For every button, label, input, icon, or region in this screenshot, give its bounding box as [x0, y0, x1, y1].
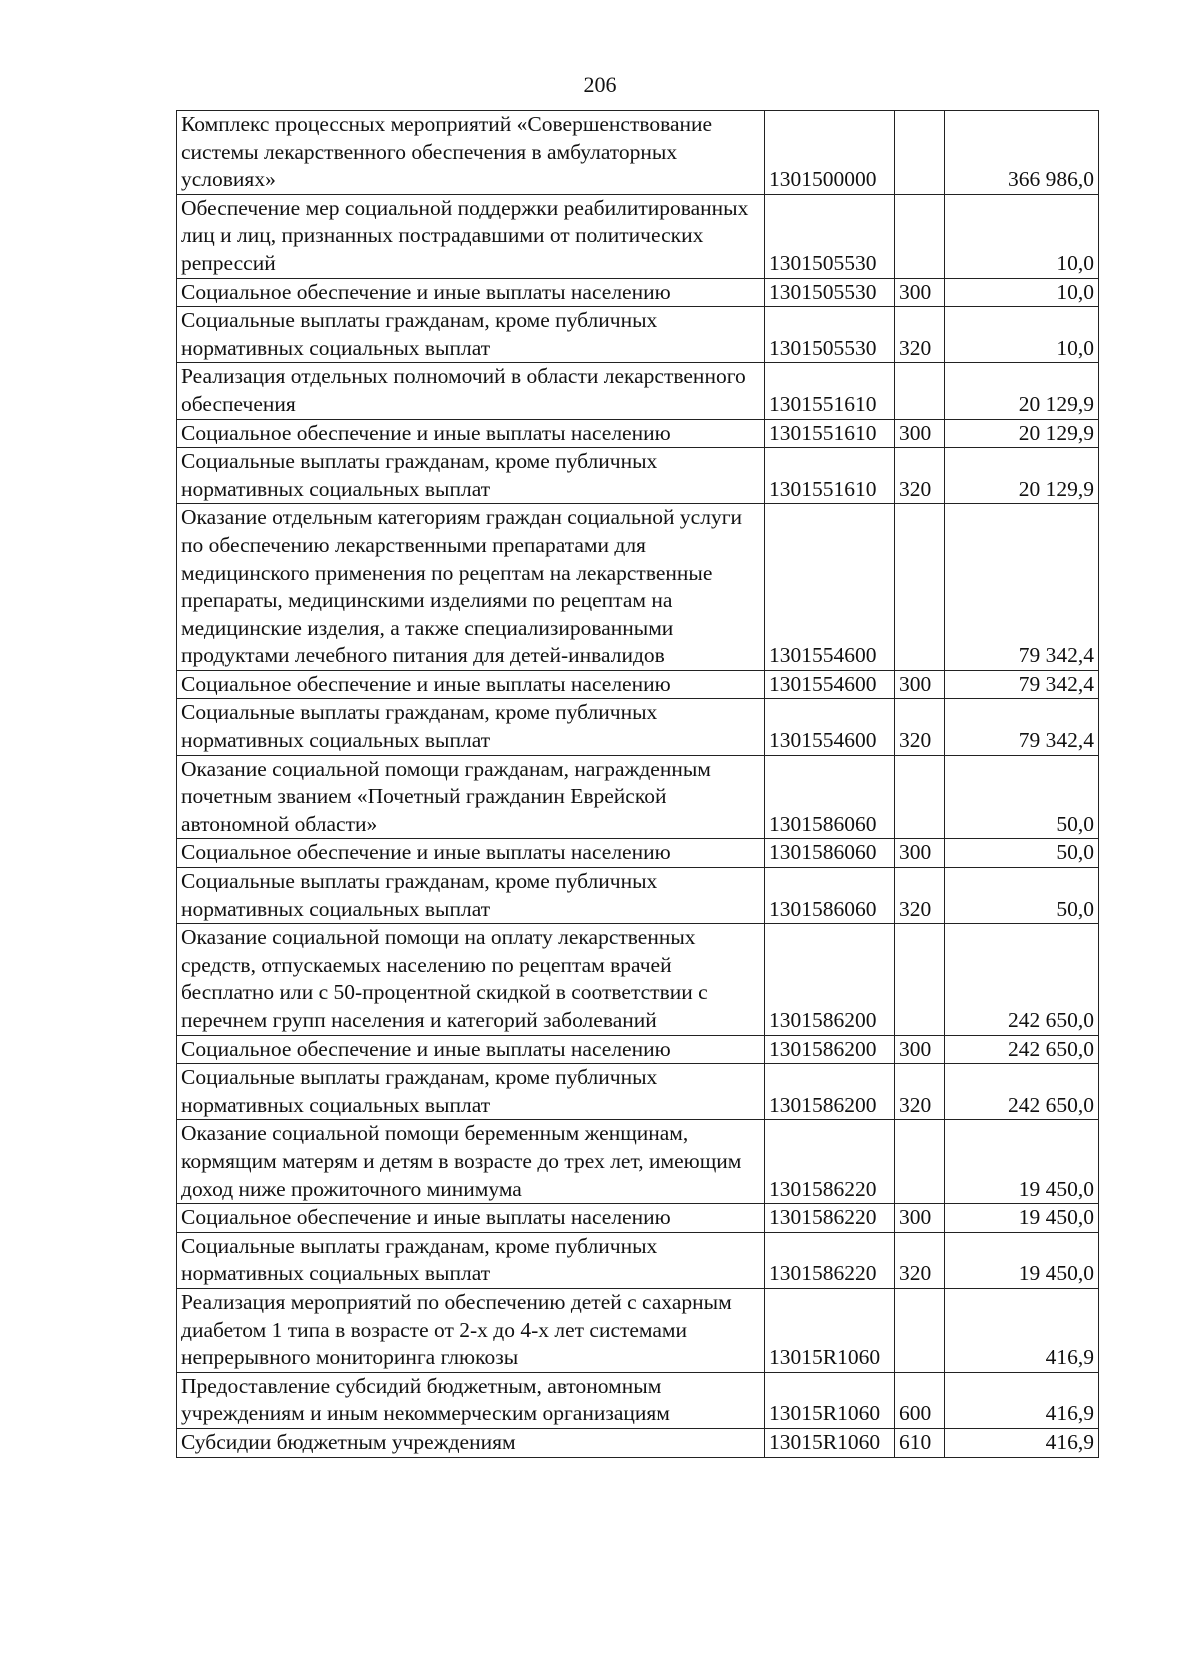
name-cell: Предоставление субсидий бюджетным, автономным учреждениям и иным некоммерческим организациям	[177, 1372, 765, 1428]
csr-cell: 1301586060	[765, 839, 895, 868]
vr-cell: 320	[895, 448, 945, 504]
table-row	[177, 924, 1099, 1035]
vr-cell	[895, 924, 945, 1035]
name-cell: Социальные выплаты гражданам, кроме публичных нормативных социальных выплат	[177, 699, 765, 755]
csr-cell: 13015R1060	[765, 1372, 895, 1428]
table-row	[177, 1120, 1099, 1204]
amount-cell: 20 129,9	[945, 448, 1099, 504]
table-row	[177, 1204, 1099, 1233]
table-row	[177, 1232, 1099, 1288]
table-row	[177, 278, 1099, 307]
name-cell: Социальные выплаты гражданам, кроме публичных нормативных социальных выплат	[177, 868, 765, 924]
vr-cell: 300	[895, 1035, 945, 1064]
vr-cell: 300	[895, 839, 945, 868]
table-row	[177, 1035, 1099, 1064]
csr-cell: 1301554600	[765, 504, 895, 671]
name-cell: Комплекс процессных мероприятий «Совершенствование системы лекарственного обеспечения в амбулаторных условиях»	[177, 111, 765, 195]
vr-cell: 320	[895, 1064, 945, 1120]
vr-cell	[895, 504, 945, 671]
table-row	[177, 755, 1099, 839]
amount-cell: 20 129,9	[945, 419, 1099, 448]
name-cell: Социальное обеспечение и иные выплаты населению	[177, 839, 765, 868]
vr-cell	[895, 194, 945, 278]
vr-cell: 300	[895, 1204, 945, 1233]
vr-cell: 610	[895, 1428, 945, 1457]
name-cell: Социальное обеспечение и иные выплаты населению	[177, 278, 765, 307]
table-row	[177, 1064, 1099, 1120]
amount-cell: 19 450,0	[945, 1204, 1099, 1233]
name-cell: Социальное обеспечение и иные выплаты населению	[177, 1035, 765, 1064]
csr-cell: 1301500000	[765, 111, 895, 195]
csr-cell: 1301586060	[765, 868, 895, 924]
amount-cell: 19 450,0	[945, 1232, 1099, 1288]
csr-cell: 1301551610	[765, 448, 895, 504]
table-row	[177, 1428, 1099, 1457]
amount-cell: 366 986,0	[945, 111, 1099, 195]
amount-cell: 79 342,4	[945, 699, 1099, 755]
name-cell: Социальное обеспечение и иные выплаты населению	[177, 419, 765, 448]
csr-cell: 1301586200	[765, 1035, 895, 1064]
name-cell: Реализация мероприятий по обеспечению детей с сахарным диабетом 1 типа в возрасте от 2-х до 4-х лет системами непрерывного мониторинга глюкозы	[177, 1288, 765, 1372]
csr-cell: 1301586220	[765, 1204, 895, 1233]
amount-cell: 416,9	[945, 1288, 1099, 1372]
amount-cell: 242 650,0	[945, 1064, 1099, 1120]
table-row	[177, 699, 1099, 755]
table-row	[177, 1288, 1099, 1372]
csr-cell: 1301505530	[765, 307, 895, 363]
csr-cell: 1301586220	[765, 1120, 895, 1204]
table-row	[177, 419, 1099, 448]
csr-cell: 1301586220	[765, 1232, 895, 1288]
name-cell: Социальное обеспечение и иные выплаты населению	[177, 670, 765, 699]
csr-cell: 1301586200	[765, 924, 895, 1035]
table-row	[177, 868, 1099, 924]
csr-cell: 1301551610	[765, 419, 895, 448]
table-row	[177, 111, 1099, 195]
amount-cell: 20 129,9	[945, 363, 1099, 419]
csr-cell: 1301586200	[765, 1064, 895, 1120]
csr-cell: 13015R1060	[765, 1428, 895, 1457]
amount-cell: 242 650,0	[945, 924, 1099, 1035]
amount-cell: 10,0	[945, 194, 1099, 278]
amount-cell: 416,9	[945, 1372, 1099, 1428]
name-cell: Социальное обеспечение и иные выплаты населению	[177, 1204, 765, 1233]
name-cell: Субсидии бюджетным учреждениям	[177, 1428, 765, 1457]
amount-cell: 242 650,0	[945, 1035, 1099, 1064]
table-row	[177, 670, 1099, 699]
vr-cell: 320	[895, 868, 945, 924]
vr-cell: 300	[895, 278, 945, 307]
csr-cell: 13015R1060	[765, 1288, 895, 1372]
vr-cell	[895, 111, 945, 195]
amount-cell: 50,0	[945, 755, 1099, 839]
name-cell: Обеспечение мер социальной поддержки реабилитированных лиц и лиц, признанных пострадавшими от политических репрессий	[177, 194, 765, 278]
vr-cell: 300	[895, 419, 945, 448]
amount-cell: 79 342,4	[945, 504, 1099, 671]
amount-cell: 10,0	[945, 307, 1099, 363]
vr-cell: 320	[895, 699, 945, 755]
page-number: 206	[583, 72, 617, 97]
csr-cell: 1301554600	[765, 670, 895, 699]
name-cell: Социальные выплаты гражданам, кроме публичных нормативных социальных выплат	[177, 1064, 765, 1120]
amount-cell: 416,9	[945, 1428, 1099, 1457]
vr-cell	[895, 1120, 945, 1204]
table-row	[177, 839, 1099, 868]
vr-cell: 320	[895, 1232, 945, 1288]
name-cell: Оказание социальной помощи беременным женщинам, кормящим матерям и детям в возрасте до трех лет, имеющим доход ниже прожиточного минимума	[177, 1120, 765, 1204]
vr-cell: 600	[895, 1372, 945, 1428]
csr-cell: 1301505530	[765, 278, 895, 307]
table-row	[177, 363, 1099, 419]
name-cell: Социальные выплаты гражданам, кроме публичных нормативных социальных выплат	[177, 448, 765, 504]
vr-cell: 320	[895, 307, 945, 363]
csr-cell: 1301551610	[765, 363, 895, 419]
name-cell: Реализация отдельных полномочий в области лекарственного обеспечения	[177, 363, 765, 419]
amount-cell: 50,0	[945, 839, 1099, 868]
budget-table	[176, 110, 1099, 1458]
name-cell: Социальные выплаты гражданам, кроме публичных нормативных социальных выплат	[177, 1232, 765, 1288]
table-row	[177, 307, 1099, 363]
amount-cell: 79 342,4	[945, 670, 1099, 699]
name-cell: Оказание социальной помощи гражданам, награжденным почетным званием «Почетный гражданин Еврейской автономной области»	[177, 755, 765, 839]
name-cell: Оказание социальной помощи на оплату лекарственных средств, отпускаемых населению по рецептам врачей бесплатно или с 50-процентной скидкой в соответствии с перечнем групп населения и категорий заболеваний	[177, 924, 765, 1035]
vr-cell	[895, 1288, 945, 1372]
table-row	[177, 194, 1099, 278]
table-row	[177, 1372, 1099, 1428]
csr-cell: 1301554600	[765, 699, 895, 755]
amount-cell: 19 450,0	[945, 1120, 1099, 1204]
table-body	[177, 111, 1099, 1458]
amount-cell: 10,0	[945, 278, 1099, 307]
vr-cell	[895, 363, 945, 419]
name-cell: Оказание отдельным категориям граждан социальной услуги по обеспечению лекарственными препаратами для медицинского применения по рецептам на лекарственные препараты, медицинскими изделиями по рецептам на медицинские изделия, а также специализированными продуктами лечебного питания для детей-инвалидов	[177, 504, 765, 671]
table-row	[177, 448, 1099, 504]
csr-cell: 1301505530	[765, 194, 895, 278]
vr-cell: 300	[895, 670, 945, 699]
csr-cell: 1301586060	[765, 755, 895, 839]
table-row	[177, 504, 1099, 671]
name-cell: Социальные выплаты гражданам, кроме публичных нормативных социальных выплат	[177, 307, 765, 363]
amount-cell: 50,0	[945, 868, 1099, 924]
vr-cell	[895, 755, 945, 839]
